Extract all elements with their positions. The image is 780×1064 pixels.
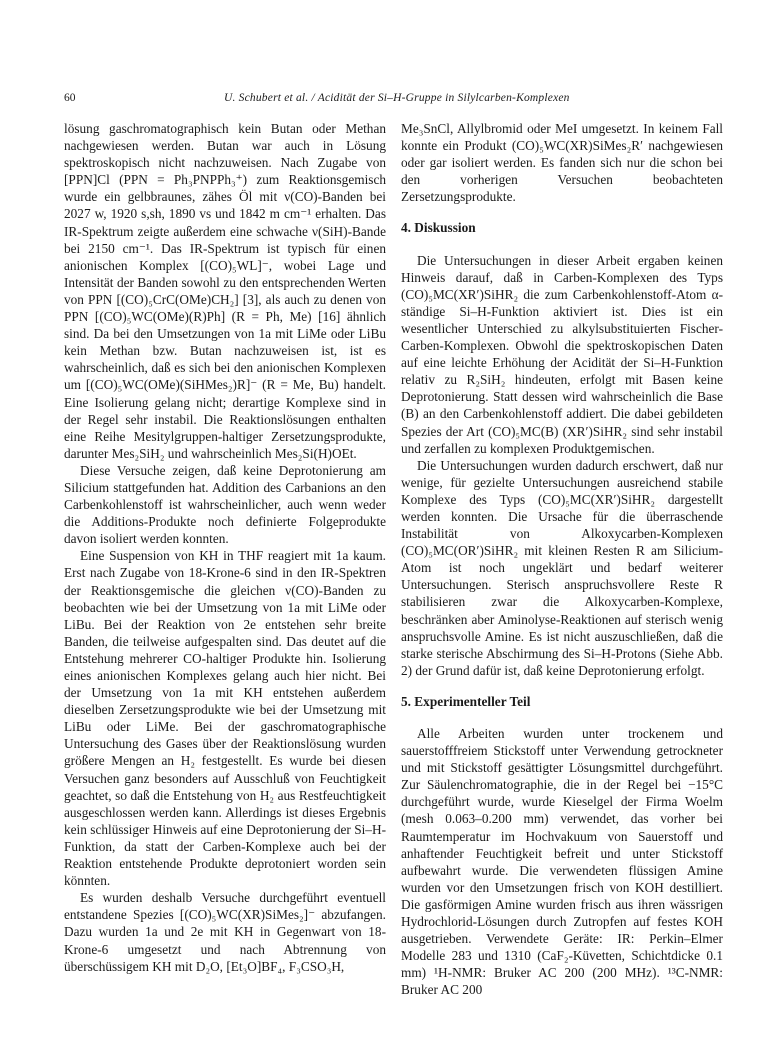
- paragraph-right-2: Die Untersuchungen in dieser Arbeit ergaben keinen Hinweis darauf, daß in Carben-Komplexen des Typs (CO)₅MC(XR′)SiHR₂ die zum Carbenkohlenstoff-Atom α-ständige Si–H-Funktion aktiviert ist. Dies ist ein wesentlicher Unterschied zu alkylsubstituierten Fischer-Carben-Komplexen. Obwohl die spektroskopischen Daten auf eine leichte Erhöhung der Acidität der Si–H-Funktion relativ zu R₂SiH₂ hindeuten, erfolgt mit Basen keine Deprotonierung. Statt dessen wird wahrscheinlich die Base (B) an den Carbenkohlenstoff addiert. Die dabei gebildeten Spezies der Art (CO)₅MC(B) (XR′)SiHR₂ sind sehr instabil und zerfallen zu komplexen Produktgemischen.: [401, 252, 723, 456]
- paragraph-left-4: Es wurden deshalb Versuche durchgeführt eventuell entstandene Spezies [(CO)₅WC(XR)SiMes₂]⁻ abzufangen. Dazu wurden 1a und 2e mit KH in Gegenwart von 18-Krone-6 umgesetzt und nach Abtrennung von überschüssigem KH mit D₂O, [Et₃O]BF₄, F₃CSO₃H,: [64, 890, 386, 974]
- left-column: [64, 120, 386, 975]
- paragraph-left-3: Eine Suspension von KH in THF reagiert mit 1a kaum. Erst nach Zugabe von 18-Krone-6 sind in den IR-Spektren der Reaktionsgemische die gleichen ν(CO)-Banden zu beobachten wie bei der Umsetzung von 1a mit LiMe oder LiBu. Bei der Reaktion von 2e entstehen sehr breite Banden, die teilweise aufgespalten sind. Das deutet auf die Entstehung mehrerer CO-haltiger Produkte hin. Isolierung eines anionischen Komplexes gelang auch hier nicht. Bei der Umsetzung von 1a mit KH entstehen außerdem dieselben Zersetzungsprodukte wie bei der Umsetzung mit LiBu oder LiMe. Bei der gaschromatographische Untersuchung des Gases über der Reaktionslösung wurden größere Mengen an H₂ festgestellt. Es wurde bei diesen Versuchen ganz besonders auf Ausschluß von Feuchtigkeit geachtet, so daß die Entstehung von H₂ aus Restfeuchtigkeit ausgeschlossen werden kann. Allerdings ist dieses Ergebnis kein schlüssiger Hinweis auf eine Deprotonierung der Si–H-Funktion, da statt der Carben-Komplexe auch bei der Reaktion entstehende Produkte deprotoniert worden sein könnten.: [64, 548, 386, 889]
- page-number: 60: [64, 92, 76, 104]
- paragraph-right-1: Me₃SnCl, Allylbromid oder MeI umgesetzt. In keinem Fall konnte ein Produkt (CO)₅WC(XR)SiMes₂R′ nachgewiesen oder gar isoliert werden. Es fanden sich nur die schon bei den vorherigen Versuchen beobachteten Zersetzungsprodukte.: [401, 121, 723, 205]
- section-heading-diskussion: 4. Diskussion: [401, 220, 476, 236]
- running-header: [64, 92, 716, 112]
- paragraph-left-1: lösung gaschromatographisch kein Butan oder Methan nachgewiesen werden. Butan war auch in Lösung spektroskopisch nicht nachzuweisen. Nach Zugabe von [PPN]Cl (PPN = Ph₃PNPPh₃⁺) zum Reaktionsgemisch wurde ein gelbbraunes, zähes Öl mit ν(CO)-Banden bei 2027 w, 1920 s,sh, 1890 vs und 1842 m cm⁻¹ erhalten. Das IR-Spektrum zeigte außerdem eine schwache ν(SiH)-Bande bei 2150 cm⁻¹. Das IR-Spektrum ist typisch für einen anionischen Komplex [(CO)₅WL]⁻, wobei Lage und Intensität der Banden sowohl zu den entsprechenden Werten von PPN [(CO)₅CrC(OMe)CH₂] [3], als auch zu denen von PPN [(CO)₅WC(OMe)(R)Ph] (R = Ph, Me) [16] ähnlich sind. Da bei den Umsetzungen von 1a mit LiMe oder LiBu kein Methan bzw. Butan nachzuweisen ist, ist es wahrscheinlich, daß es sich bei den anionischen Komplexen um [(CO)₅WC(OMe)(SiHMes₂)R]⁻ (R = Me, Bu) handelt. Eine Isolierung gelang nicht; derartige Komplexe sind in der Regel sehr instabil. Die Reaktionslösungen enthalten eine Reihe Mesitylgruppen-haltiger Zersetzungsprodukte, darunter Mes₂SiH₂ und wahrscheinlich Mes₂Si(H)OEt.: [64, 121, 386, 461]
- paragraph-left-2: Diese Versuche zeigen, daß keine Deprotonierung am Silicium stattgefunden hat. Addition des Carbanions an den Carbenkohlenstoff ist wahrscheinlicher, auch wenn weder die Additions-Produkte noch definierte Folgeprodukte davon isoliert werden konnten.: [64, 462, 386, 547]
- paragraph-right-4: Alle Arbeiten wurden unter trockenem und sauerstofffreiem Stickstoff unter Verwendung getrockneter und mit Stickstoff gesättigter Lösungsmittel durchgeführt. Zur Säulenchromatographie, die in der Regel bei −15°C durchgeführt wurde, wurde Kieselgel der Firma Woelm (mesh 0.063–0.200 mm) verwendet, das vorher bei Raumtemperatur im Hochvakuum von Sauerstoff und anhaftender Feuchtigkeit befreit und unter Stickstoff aufbewahrt wurde. Die verwendeten flüssigen Amine wurden vor den Umsetzungen frisch von KOH destilliert. Die gasförmigen Amine wurden frisch aus ihren wässrigen Hydrochlorid-Lösungen durch Zutropfen auf festes KOH ausgetrieben. Verwendete Geräte: IR: Perkin–Elmer Modelle 283 und 1310 (CaF₂-Küvetten, Schichtdicke 0.1 mm) ¹H-NMR: Bruker AC 200 (200 MHz). ¹³C-NMR: Bruker AC 200: [401, 726, 723, 998]
- paragraph-right-3: Die Untersuchungen wurden dadurch erschwert, daß nur wenige, für gezielte Untersuchungen ausreichend stabile Komplexe des Typs (CO)₅MC(XR′)SiHR₂ dargestellt werden konnten. Die Ursache für die überraschende Instabilität von Alkoxycarben-Komplexen (CO)₅MC(OR′)SiHR₂ mit kleinen Resten R am Silicium-Atom ist noch ungeklärt und bedarf weiterer Untersuchungen. Sterisch anspruchsvollere Reste R stabilisieren zwar die Alkoxycarben-Komplexe, beschränken aber Aminolyse-Reaktionen auf sterisch wenig anspruchsvolle Amine. Es ist nicht auszuschließen, daß die starke sterische Abschirmung des Si–H-Protons (Siehe Abb. 2) der Grund dafür ist, daß keine Deprotonierung erfolgt.: [401, 457, 723, 678]
- section-heading-experimenteller-teil: 5. Experimenteller Teil: [401, 693, 531, 709]
- running-title: U. Schubert et al. / Acidität der Si–H-Gruppe in Silylcarben-Komplexen: [224, 92, 570, 104]
- right-column: [401, 120, 723, 999]
